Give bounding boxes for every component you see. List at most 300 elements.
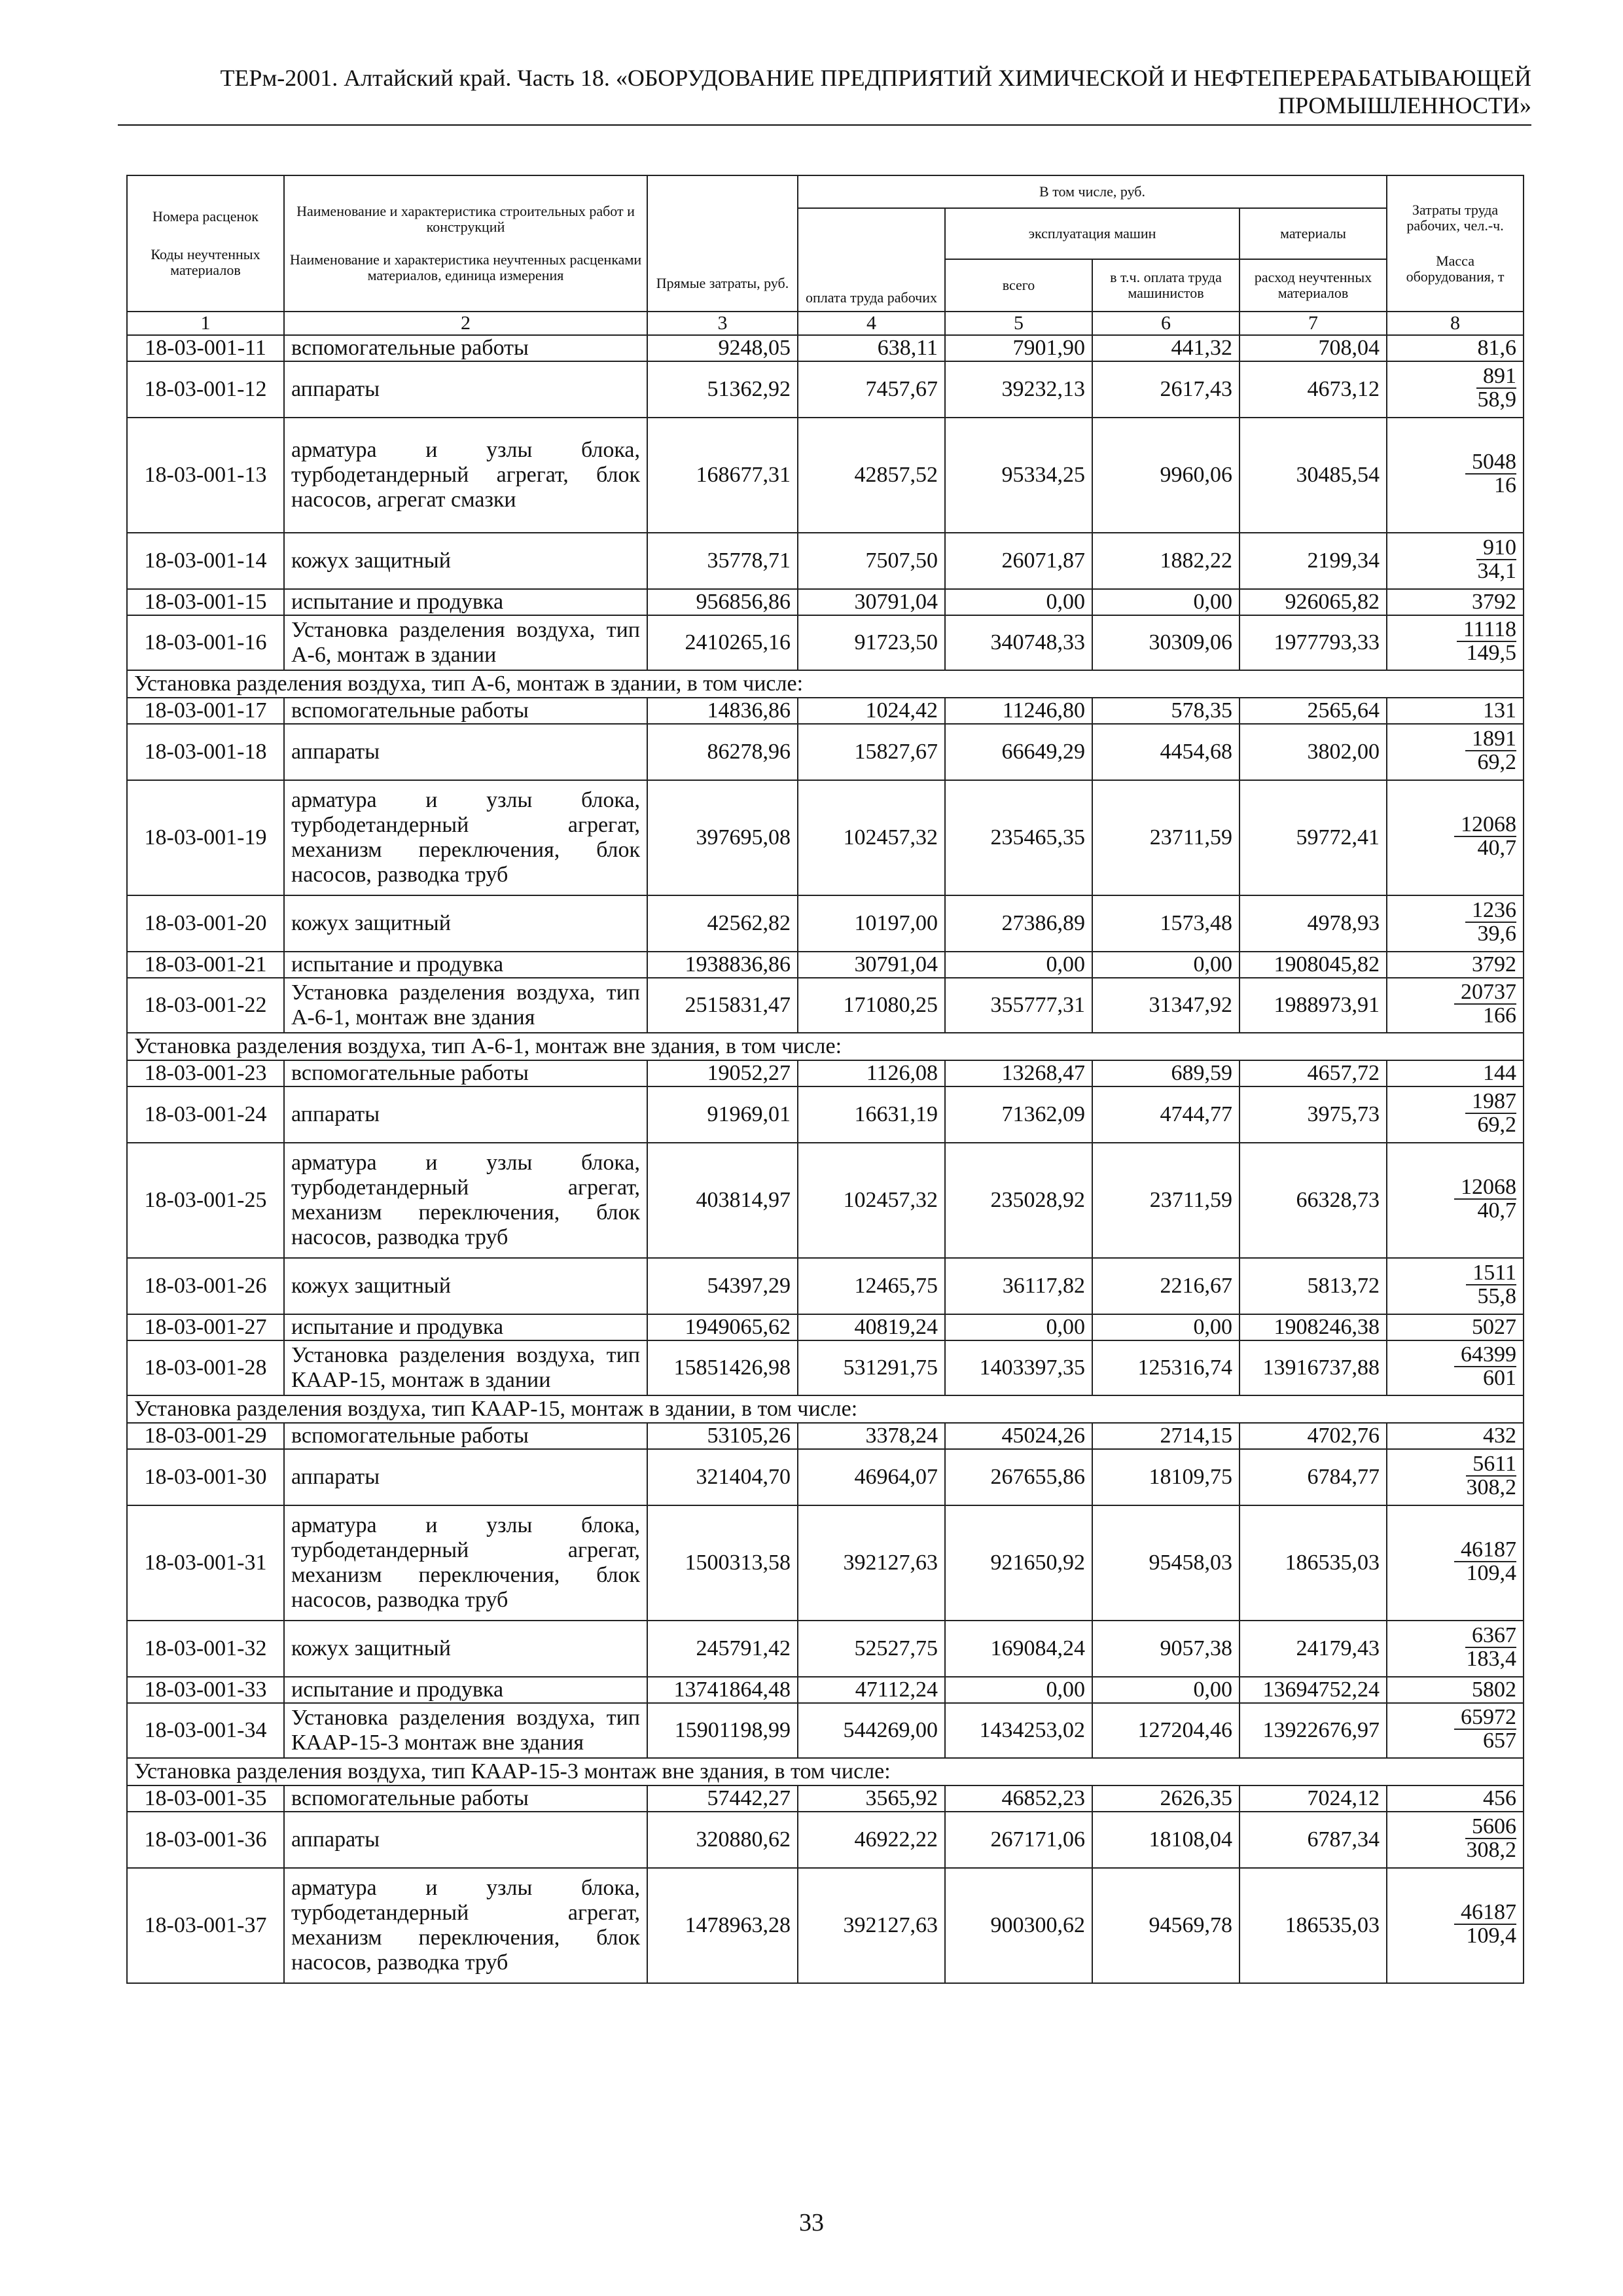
rate-code-cell: 18-03-001-37	[127, 1868, 284, 1983]
direct-cost-cell: 54397,29	[647, 1258, 798, 1314]
table-row	[127, 1314, 1524, 1340]
labor-pay-cell: 47112,24	[798, 1677, 945, 1703]
labor-value: 5611	[1466, 1454, 1516, 1477]
machines-pay-cell: 0,00	[1092, 589, 1240, 615]
labor-mass-cell	[1387, 1505, 1524, 1621]
labor-pay-cell: 91723,50	[798, 615, 945, 670]
materials-cell: 4978,93	[1240, 895, 1387, 952]
machines-pay-cell: 9057,38	[1092, 1621, 1240, 1677]
materials-cell: 708,04	[1240, 335, 1387, 361]
materials-alt-header: расход неучтенных материалов	[1240, 259, 1387, 312]
rate-code-cell: 18-03-001-35	[127, 1785, 284, 1812]
table-row	[127, 1423, 1524, 1449]
rate-code-cell: 18-03-001-23	[127, 1060, 284, 1086]
section-heading-row	[127, 670, 1524, 698]
table-row	[127, 895, 1524, 952]
machines-total-cell: 66649,29	[945, 724, 1092, 780]
machines-pay-cell: 18108,04	[1092, 1812, 1240, 1868]
name-alt-label: Наименование и характеристика неучтенных расценками материалов, единица измерения	[289, 251, 642, 283]
machines-pay-cell: 30309,06	[1092, 615, 1240, 670]
labor-value: 5048	[1465, 452, 1516, 475]
rate-code-cell: 18-03-001-33	[127, 1677, 284, 1703]
labor-mass-fraction	[1454, 1705, 1517, 1753]
table-row	[127, 361, 1524, 418]
machines-total-cell: 0,00	[945, 1314, 1092, 1340]
labor-pay-cell: 10197,00	[798, 895, 945, 952]
labor-value: 910	[1476, 538, 1516, 560]
table-header	[127, 175, 1524, 335]
work-name-cell: арматура и узлы блока, турбодетандерный агрегат, механизм переключения, блок насосов, разводка труб	[284, 1868, 647, 1983]
table-row	[127, 615, 1524, 670]
machines-total-cell: 235028,92	[945, 1143, 1092, 1258]
section-heading-row	[127, 1033, 1524, 1060]
machines-pay-cell: 2714,15	[1092, 1423, 1240, 1449]
table-row	[127, 1868, 1524, 1983]
machines-total-cell: 27386,89	[945, 895, 1092, 952]
materials-cell: 4702,76	[1240, 1423, 1387, 1449]
labor-mass-fraction	[1465, 1623, 1517, 1671]
colnum-6: 6	[1092, 312, 1240, 335]
labor-mass-fraction	[1466, 1263, 1516, 1306]
header-line-2: ПРОМЫШЛЕННОСТИ»	[1277, 92, 1531, 118]
materials-cell: 186535,03	[1240, 1868, 1387, 1983]
column-numbers-row	[127, 312, 1524, 335]
machines-pay-cell: 127204,46	[1092, 1703, 1240, 1758]
labor-value: 20737	[1454, 982, 1516, 1005]
materials-header: материалы	[1240, 208, 1387, 259]
direct-cost-cell: 42562,82	[647, 895, 798, 952]
mass-value: 16	[1494, 473, 1517, 497]
direct-cost-cell: 57442,27	[647, 1785, 798, 1812]
machines-total-cell: 46852,23	[945, 1785, 1092, 1812]
materials-cell: 4673,12	[1240, 361, 1387, 418]
col-labor-header	[1387, 175, 1524, 312]
labor-mass-cell	[1387, 724, 1524, 780]
col-direct-header	[647, 175, 798, 312]
labor-mass-cell	[1387, 1812, 1524, 1868]
labor-mass-fraction	[1465, 452, 1516, 495]
table-row	[127, 1143, 1524, 1258]
work-name-cell: вспомогательные работы	[284, 1060, 647, 1086]
work-name-cell: арматура и узлы блока, турбодетандерный агрегат, механизм переключения, блок насосов, разводка труб	[284, 1505, 647, 1621]
direct-cost-cell: 1949065,62	[647, 1314, 798, 1340]
labor-mass-cell	[1387, 1449, 1524, 1505]
materials-cell: 7024,12	[1240, 1785, 1387, 1812]
machines-total-cell: 0,00	[945, 952, 1092, 978]
materials-cell: 1977793,33	[1240, 615, 1387, 670]
table-row	[127, 1449, 1524, 1505]
labor-pay-cell: 1126,08	[798, 1060, 945, 1086]
work-name-cell: кожух защитный	[284, 1258, 647, 1314]
machines-pay-cell: 18109,75	[1092, 1449, 1240, 1505]
labor-mass-fraction	[1476, 364, 1517, 412]
machines-total-cell: 267171,06	[945, 1812, 1092, 1868]
labor-label: Затраты труда рабочих, чел.-ч.	[1406, 202, 1504, 234]
rate-code-cell: 18-03-001-22	[127, 978, 284, 1033]
rate-code-cell: 18-03-001-11	[127, 335, 284, 361]
mass-value: 166	[1483, 1003, 1517, 1028]
labor-mass-fraction	[1476, 535, 1517, 583]
machines-total-cell: 1434253,02	[945, 1703, 1092, 1758]
direct-cost-cell: 2515831,47	[647, 978, 798, 1033]
labor-mass-cell	[1387, 361, 1524, 418]
table-row	[127, 1086, 1524, 1143]
direct-cost-cell: 321404,70	[647, 1449, 798, 1505]
rate-code-cell: 18-03-001-15	[127, 589, 284, 615]
header-line-1: ТЕРм-2001. Алтайский край. Часть 18. «ОБОРУДОВАНИЕ ПРЕДПРИЯТИЙ ХИМИЧЕСКОЙ И НЕФТЕПЕРЕРАБАТЫВАЮЩЕЙ	[220, 65, 1531, 91]
rate-code-cell: 18-03-001-13	[127, 418, 284, 533]
labor-mass-fraction	[1465, 1814, 1517, 1862]
direct-cost-cell: 53105,26	[647, 1423, 798, 1449]
machines-total-cell: 355777,31	[945, 978, 1092, 1033]
machines-total-cell: 71362,09	[945, 1086, 1092, 1143]
materials-cell: 59772,41	[1240, 780, 1387, 895]
table-row	[127, 1812, 1524, 1868]
labor-mass-cell	[1387, 418, 1524, 533]
labor-mass-cell	[1387, 1340, 1524, 1395]
direct-cost-cell: 1500313,58	[647, 1505, 798, 1621]
labor-value: 65972	[1454, 1708, 1516, 1730]
direct-label: Прямые затраты, руб.	[656, 275, 789, 291]
table-row	[127, 335, 1524, 361]
direct-cost-cell: 9248,05	[647, 335, 798, 361]
direct-cost-cell: 14836,86	[647, 698, 798, 724]
direct-cost-cell: 19052,27	[647, 1060, 798, 1086]
machines-total-cell: 13268,47	[945, 1060, 1092, 1086]
direct-cost-cell: 403814,97	[647, 1143, 798, 1258]
rate-code-cell: 18-03-001-24	[127, 1086, 284, 1143]
labor-pay-cell: 46922,22	[798, 1812, 945, 1868]
machines-total-cell: 7901,90	[945, 335, 1092, 361]
mass-value: 40,7	[1477, 836, 1517, 860]
table-row	[127, 952, 1524, 978]
rates-table	[126, 175, 1524, 1984]
direct-cost-cell: 35778,71	[647, 533, 798, 589]
labor-value: 1511	[1466, 1263, 1516, 1285]
labor-mass-cell: 81,6	[1387, 335, 1524, 361]
machines-pay-header: в т.ч. оплата труда машинистов	[1092, 259, 1240, 312]
running-header	[118, 64, 1531, 119]
labor-pay-cell: 12465,75	[798, 1258, 945, 1314]
mass-value: 34,1	[1477, 559, 1517, 583]
table-row	[127, 589, 1524, 615]
machines-pay-cell: 31347,92	[1092, 978, 1240, 1033]
work-name-cell: аппараты	[284, 361, 647, 418]
name-label: Наименование и характеристика строительных работ и конструкций	[296, 203, 635, 235]
rate-code-cell: 18-03-001-34	[127, 1703, 284, 1758]
work-name-cell: вспомогательные работы	[284, 1423, 647, 1449]
section-heading-row	[127, 1395, 1524, 1423]
machines-pay-cell: 23711,59	[1092, 780, 1240, 895]
machines-pay-cell: 2617,43	[1092, 361, 1240, 418]
labor-pay-cell: 30791,04	[798, 952, 945, 978]
labor-mass-cell	[1387, 978, 1524, 1033]
labor-mass-fraction	[1465, 898, 1517, 946]
labor-pay-cell: 40819,24	[798, 1314, 945, 1340]
machines-total-cell: 95334,25	[945, 418, 1092, 533]
labor-value: 6367	[1465, 1626, 1516, 1648]
labor-mass-cell	[1387, 1143, 1524, 1258]
direct-cost-cell: 13741864,48	[647, 1677, 798, 1703]
table-row	[127, 698, 1524, 724]
codes-alt-label: Коды неучтенных материалов	[151, 246, 260, 278]
mass-value: 69,2	[1477, 750, 1517, 774]
direct-cost-cell: 51362,92	[647, 361, 798, 418]
colnum-1: 1	[127, 312, 284, 335]
labor-pay-cell: 42857,52	[798, 418, 945, 533]
labor-mass-fraction	[1454, 1537, 1517, 1585]
labor-mass-cell	[1387, 533, 1524, 589]
table-row	[127, 978, 1524, 1033]
table-row	[127, 1677, 1524, 1703]
direct-cost-cell: 2410265,16	[647, 615, 798, 670]
materials-cell: 3802,00	[1240, 724, 1387, 780]
machines-header: эксплуатация машин	[945, 208, 1240, 259]
direct-cost-cell: 397695,08	[647, 780, 798, 895]
labor-pay-cell: 52527,75	[798, 1621, 945, 1677]
labor-mass-cell	[1387, 1258, 1524, 1314]
rate-code-cell: 18-03-001-12	[127, 361, 284, 418]
labor-mass-cell	[1387, 1703, 1524, 1758]
codes-label: Номера расценок	[152, 208, 259, 224]
rate-code-cell: 18-03-001-36	[127, 1812, 284, 1868]
machines-pay-cell: 9960,06	[1092, 418, 1240, 533]
machines-total-header: всего	[945, 259, 1092, 312]
labor-pay-cell: 3565,92	[798, 1785, 945, 1812]
table-body	[127, 335, 1524, 1983]
rate-code-cell: 18-03-001-17	[127, 698, 284, 724]
work-name-cell: арматура и узлы блока, турбодетандерный агрегат, блок насосов, агрегат смазки	[284, 418, 647, 533]
materials-cell: 2565,64	[1240, 698, 1387, 724]
direct-cost-cell: 1938836,86	[647, 952, 798, 978]
direct-cost-cell: 320880,62	[647, 1812, 798, 1868]
materials-cell: 13922676,97	[1240, 1703, 1387, 1758]
machines-pay-cell: 94569,78	[1092, 1868, 1240, 1983]
materials-cell: 6784,77	[1240, 1449, 1387, 1505]
materials-cell: 2199,34	[1240, 533, 1387, 589]
rate-code-cell: 18-03-001-32	[127, 1621, 284, 1677]
labor-mass-cell: 3792	[1387, 589, 1524, 615]
direct-cost-cell: 15901198,99	[647, 1703, 798, 1758]
work-name-cell: испытание и продувка	[284, 1314, 647, 1340]
labor-pay-cell: 638,11	[798, 335, 945, 361]
machines-pay-cell: 23711,59	[1092, 1143, 1240, 1258]
machines-total-cell: 26071,87	[945, 533, 1092, 589]
labor-pay-cell: 171080,25	[798, 978, 945, 1033]
machines-pay-cell: 441,32	[1092, 335, 1240, 361]
labor-mass-fraction	[1454, 1900, 1517, 1948]
rate-code-cell: 18-03-001-19	[127, 780, 284, 895]
mass-value: 40,7	[1477, 1198, 1517, 1223]
table-row	[127, 1340, 1524, 1395]
work-name-cell: арматура и узлы блока, турбодетандерный агрегат, механизм переключения, блок насосов, разводка труб	[284, 780, 647, 895]
labor-mass-cell: 456	[1387, 1785, 1524, 1812]
machines-total-cell: 36117,82	[945, 1258, 1092, 1314]
rate-code-cell: 18-03-001-14	[127, 533, 284, 589]
colnum-3: 3	[647, 312, 798, 335]
labor-mass-fraction	[1465, 1089, 1517, 1137]
header-rule	[118, 124, 1531, 126]
labor-mass-cell	[1387, 780, 1524, 895]
machines-total-cell: 340748,33	[945, 615, 1092, 670]
work-name-cell: Установка разделения воздуха, тип А-6-1, монтаж вне здания	[284, 978, 647, 1033]
materials-cell: 1988973,91	[1240, 978, 1387, 1033]
labor-mass-cell	[1387, 1868, 1524, 1983]
materials-cell: 4657,72	[1240, 1060, 1387, 1086]
direct-cost-cell: 245791,42	[647, 1621, 798, 1677]
page-number: 33	[799, 2209, 824, 2236]
table-row	[127, 1621, 1524, 1677]
mass-value: 109,4	[1466, 1561, 1517, 1585]
rate-code-cell: 18-03-001-29	[127, 1423, 284, 1449]
machines-total-cell: 0,00	[945, 1677, 1092, 1703]
rate-code-cell: 18-03-001-21	[127, 952, 284, 978]
rate-code-cell: 18-03-001-20	[127, 895, 284, 952]
work-name-cell: арматура и узлы блока, турбодетандерный агрегат, механизм переключения, блок насосов, разводка труб	[284, 1143, 647, 1258]
pay-label: оплата труда рабочих	[806, 289, 937, 306]
materials-cell: 24179,43	[1240, 1621, 1387, 1677]
table-row	[127, 418, 1524, 533]
labor-mass-cell: 3792	[1387, 952, 1524, 978]
section-heading: Установка разделения воздуха, тип КААР-15-3 монтаж вне здания, в том числе:	[127, 1758, 1524, 1785]
machines-total-cell: 921650,92	[945, 1505, 1092, 1621]
mass-value: 69,2	[1477, 1113, 1517, 1137]
labor-mass-fraction	[1457, 617, 1517, 665]
section-heading-row	[127, 1758, 1524, 1785]
mass-value: 657	[1483, 1729, 1517, 1753]
rate-code-cell: 18-03-001-30	[127, 1449, 284, 1505]
materials-cell: 66328,73	[1240, 1143, 1387, 1258]
section-heading: Установка разделения воздуха, тип А-6-1, монтаж вне здания, в том числе:	[127, 1033, 1524, 1060]
labor-pay-cell: 531291,75	[798, 1340, 945, 1395]
work-name-cell: кожух защитный	[284, 533, 647, 589]
labor-pay-cell: 102457,32	[798, 780, 945, 895]
materials-cell: 30485,54	[1240, 418, 1387, 533]
labor-mass-fraction	[1454, 982, 1516, 1026]
work-name-cell: аппараты	[284, 1812, 647, 1868]
work-name-cell: испытание и продувка	[284, 589, 647, 615]
labor-value: 891	[1476, 367, 1516, 389]
materials-cell: 5813,72	[1240, 1258, 1387, 1314]
direct-cost-cell: 91969,01	[647, 1086, 798, 1143]
table-row	[127, 1785, 1524, 1812]
table-row	[127, 780, 1524, 895]
machines-pay-cell: 689,59	[1092, 1060, 1240, 1086]
table-row	[127, 1703, 1524, 1758]
mass-value: 58,9	[1477, 387, 1517, 412]
labor-value: 46187	[1454, 1903, 1516, 1925]
labor-value: 1891	[1465, 729, 1516, 751]
labor-mass-cell: 432	[1387, 1423, 1524, 1449]
materials-cell: 1908045,82	[1240, 952, 1387, 978]
col-codes-header	[127, 175, 284, 312]
machines-pay-cell: 4454,68	[1092, 724, 1240, 780]
in-that-number-header: В том числе, руб.	[798, 175, 1387, 208]
direct-cost-cell: 15851426,98	[647, 1340, 798, 1395]
labor-pay-cell: 102457,32	[798, 1143, 945, 1258]
labor-value: 1236	[1465, 901, 1516, 923]
labor-pay-cell: 7507,50	[798, 533, 945, 589]
labor-mass-fraction	[1454, 1177, 1516, 1221]
colnum-4: 4	[798, 312, 945, 335]
machines-pay-cell: 2626,35	[1092, 1785, 1240, 1812]
labor-pay-cell: 3378,24	[798, 1423, 945, 1449]
machines-total-cell: 900300,62	[945, 1868, 1092, 1983]
labor-pay-cell: 392127,63	[798, 1505, 945, 1621]
work-name-cell: аппараты	[284, 1449, 647, 1505]
colnum-2: 2	[284, 312, 647, 335]
table-row	[127, 1258, 1524, 1314]
machines-pay-cell: 0,00	[1092, 1677, 1240, 1703]
mass-value: 109,4	[1466, 1924, 1517, 1948]
colnum-8: 8	[1387, 312, 1524, 335]
work-name-cell: Установка разделения воздуха, тип А-6, монтаж в здании	[284, 615, 647, 670]
machines-pay-cell: 1882,22	[1092, 533, 1240, 589]
col-pay-header	[798, 208, 945, 312]
work-name-cell: кожух защитный	[284, 895, 647, 952]
table-row	[127, 533, 1524, 589]
labor-mass-fraction	[1466, 1454, 1516, 1498]
col-name-header	[284, 175, 647, 312]
labor-mass-cell: 131	[1387, 698, 1524, 724]
machines-pay-cell: 2216,67	[1092, 1258, 1240, 1314]
work-name-cell: аппараты	[284, 1086, 647, 1143]
labor-pay-cell: 30791,04	[798, 589, 945, 615]
mass-value: 601	[1483, 1366, 1517, 1390]
labor-mass-fraction	[1454, 1342, 1517, 1390]
section-heading: Установка разделения воздуха, тип КААР-15, монтаж в здании, в том числе:	[127, 1395, 1524, 1423]
labor-mass-fraction	[1465, 726, 1517, 774]
rate-code-cell: 18-03-001-26	[127, 1258, 284, 1314]
table-row	[127, 1060, 1524, 1086]
work-name-cell: Установка разделения воздуха, тип КААР-15-3 монтаж вне здания	[284, 1703, 647, 1758]
labor-mass-cell: 144	[1387, 1060, 1524, 1086]
machines-pay-cell: 578,35	[1092, 698, 1240, 724]
machines-pay-cell: 125316,74	[1092, 1340, 1240, 1395]
mass-value: 308,2	[1466, 1475, 1517, 1499]
labor-pay-cell: 15827,67	[798, 724, 945, 780]
labor-mass-cell	[1387, 1086, 1524, 1143]
machines-total-cell: 11246,80	[945, 698, 1092, 724]
labor-pay-cell: 544269,00	[798, 1703, 945, 1758]
labor-mass-cell: 5027	[1387, 1314, 1524, 1340]
labor-pay-cell: 46964,07	[798, 1449, 945, 1505]
machines-pay-cell: 0,00	[1092, 1314, 1240, 1340]
work-name-cell: испытание и продувка	[284, 1677, 647, 1703]
machines-total-cell: 267655,86	[945, 1449, 1092, 1505]
labor-value: 1987	[1465, 1092, 1516, 1114]
labor-mass-cell	[1387, 615, 1524, 670]
rate-code-cell: 18-03-001-27	[127, 1314, 284, 1340]
rate-code-cell: 18-03-001-25	[127, 1143, 284, 1258]
work-name-cell: кожух защитный	[284, 1621, 647, 1677]
mass-value: 149,5	[1466, 641, 1517, 665]
materials-cell: 926065,82	[1240, 589, 1387, 615]
mass-value: 308,2	[1466, 1838, 1517, 1862]
labor-mass-cell: 5802	[1387, 1677, 1524, 1703]
labor-pay-cell: 7457,67	[798, 361, 945, 418]
labor-mass-cell	[1387, 1621, 1524, 1677]
rate-code-cell: 18-03-001-16	[127, 615, 284, 670]
labor-value: 64399	[1454, 1345, 1516, 1367]
work-name-cell: вспомогательные работы	[284, 335, 647, 361]
materials-cell: 13916737,88	[1240, 1340, 1387, 1395]
labor-value: 46187	[1454, 1540, 1516, 1562]
direct-cost-cell: 1478963,28	[647, 1868, 798, 1983]
machines-pay-cell: 4744,77	[1092, 1086, 1240, 1143]
work-name-cell: испытание и продувка	[284, 952, 647, 978]
machines-pay-cell: 1573,48	[1092, 895, 1240, 952]
